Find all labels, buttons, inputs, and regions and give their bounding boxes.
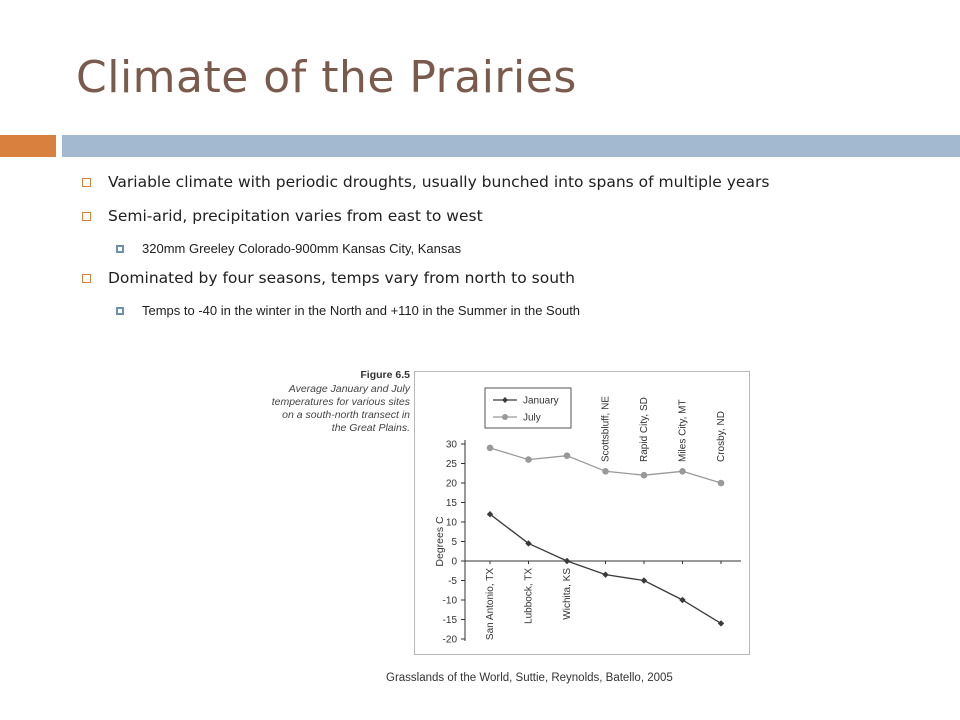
data-point-july xyxy=(564,452,571,459)
title-divider-bar xyxy=(62,135,960,157)
x-category-label: Wichita, KS xyxy=(562,568,573,620)
data-point-july xyxy=(641,472,648,479)
square-bullet-icon xyxy=(82,212,91,221)
data-point-january xyxy=(641,577,647,583)
data-point-january xyxy=(679,597,685,603)
data-point-january xyxy=(602,571,608,577)
bullet-text: Variable climate with periodic droughts, usually bunched into spans of multiple years xyxy=(108,173,770,191)
y-axis-label: Degrees C xyxy=(434,516,446,567)
caption-line: temperatures for various sites xyxy=(271,396,410,408)
caption-line: Average January and July xyxy=(288,383,410,395)
square-sub-bullet-icon xyxy=(116,307,124,315)
x-category-label: San Antonio, TX xyxy=(485,568,496,641)
y-tick-label: 10 xyxy=(445,517,457,529)
data-point-july xyxy=(718,480,725,487)
x-category-label: Miles City, MT xyxy=(677,399,689,462)
sub-bullet-item xyxy=(78,302,938,330)
figure-label: Figure 6.5 xyxy=(360,369,410,381)
data-point-july xyxy=(525,456,532,463)
bullet-item xyxy=(78,206,938,240)
legend-label: January xyxy=(523,395,559,407)
y-tick-label: 5 xyxy=(451,537,457,548)
source-credit: Grasslands of the World, Suttie, Reynolds, Batello, 2005 xyxy=(386,672,673,684)
y-tick-label: 0 xyxy=(451,556,457,568)
bullet-text: Dominated by four seasons, temps vary from north to south xyxy=(108,269,575,287)
y-tick-label: 15 xyxy=(445,498,457,509)
line-chart xyxy=(415,372,749,654)
y-tick-label: -5 xyxy=(448,576,457,587)
x-category-label: Scottsbluff, NE xyxy=(600,396,612,462)
y-tick-label: -10 xyxy=(442,595,457,607)
y-tick-label: 30 xyxy=(445,439,457,451)
y-tick-label: 25 xyxy=(445,459,457,470)
data-point-july xyxy=(602,468,609,475)
bullet-item xyxy=(78,172,938,206)
square-bullet-icon xyxy=(82,274,91,283)
temperature-chart xyxy=(414,371,750,655)
bullet-text: Semi-arid, precipitation varies from east to west xyxy=(108,207,483,225)
bullet-item xyxy=(78,268,938,302)
caption-line: the Great Plains. xyxy=(331,422,410,434)
square-sub-bullet-icon xyxy=(116,245,124,253)
legend-marker xyxy=(502,414,508,420)
y-tick-label: 20 xyxy=(445,478,457,490)
y-tick-label: -20 xyxy=(442,634,457,646)
y-tick-label: -15 xyxy=(442,615,457,626)
figure-caption-block xyxy=(238,368,410,435)
square-bullet-icon xyxy=(82,178,91,187)
caption-line: on a south-north transect in xyxy=(282,409,410,421)
x-category-label: Crosby, ND xyxy=(716,411,727,462)
data-point-july xyxy=(487,445,494,452)
accent-bar xyxy=(0,135,56,157)
bullet-list xyxy=(78,172,938,330)
x-category-label: Rapid City, SD xyxy=(639,397,650,462)
data-point-january xyxy=(564,558,570,564)
data-point-july xyxy=(679,468,686,475)
sub-bullet-text: 320mm Greeley Colorado-900mm Kansas City, Kansas xyxy=(142,241,462,256)
x-category-label: Lubbock, TX xyxy=(523,568,535,624)
data-point-january xyxy=(718,620,724,626)
figure-caption xyxy=(238,383,410,435)
slide-title: Climate of the Prairies xyxy=(76,52,577,103)
legend-label: July xyxy=(523,412,541,424)
sub-bullet-text: Temps to -40 in the winter in the North and +110 in the Summer in the South xyxy=(142,303,581,318)
figure-panel xyxy=(238,368,752,658)
sub-bullet-item xyxy=(78,240,938,268)
